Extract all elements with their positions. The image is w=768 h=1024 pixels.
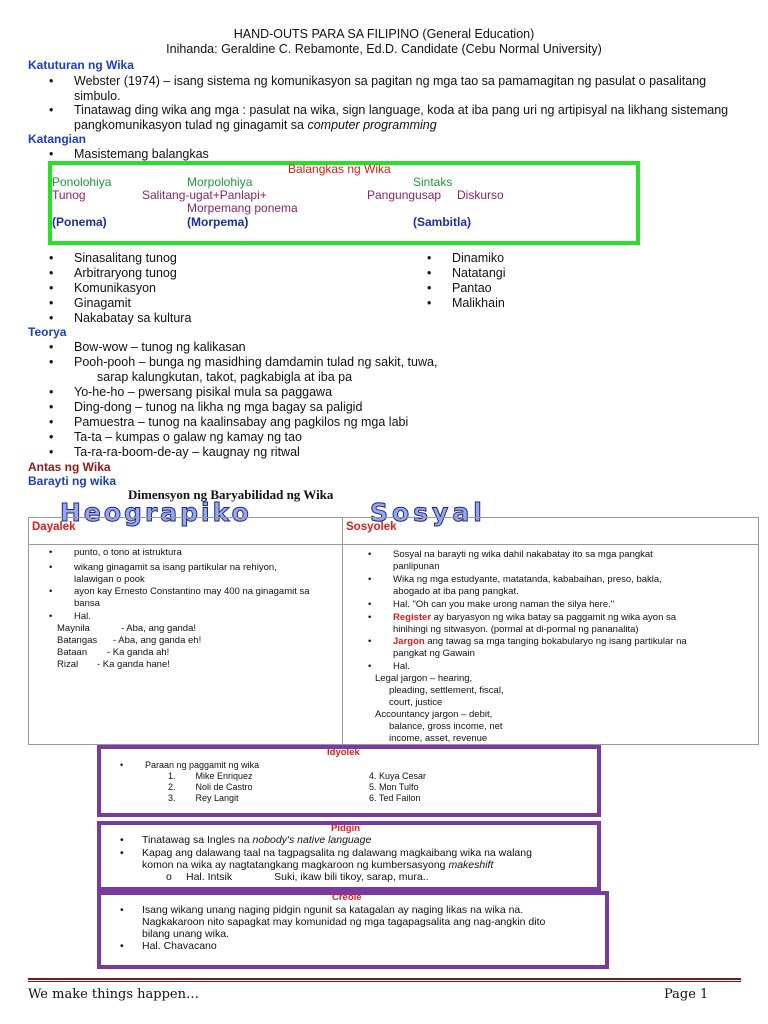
table-divider	[342, 518, 343, 744]
teorya-item: • Ding-dong – tunog na likha ng mga bagay sa paligid	[74, 400, 362, 415]
creole-item-cont: bilang unang wika.	[142, 928, 229, 940]
katangian-left-item: • Komunikasyon	[74, 281, 156, 296]
balangkas-sintaks: Sintaks	[413, 175, 453, 189]
pidgin-example: o Hal. Intsik Suki, ikaw bili tikoy, sarap, mura..	[166, 871, 429, 883]
document-title: HAND-OUTS PARA SA FILIPINO (General Education)	[233, 27, 535, 41]
teorya-item: • Pamuestra – tunog na kaalinsabay ang pagkilos ng mga labi	[74, 415, 408, 430]
sosyolek-item-cont: panlipunan	[393, 561, 440, 572]
section-teorya-heading: Teorya	[28, 325, 67, 339]
teorya-item-cont: sarap kalungkutan, takot, pagkabigla at iba pa	[97, 370, 353, 384]
teorya-item: • Ta-ra-ra-boom-de-ay – kaugnay ng ritwal	[74, 445, 300, 460]
idyolek-name: 5. Mon Tulfo	[369, 782, 419, 792]
dayalek-item-cont: lalawigan o pook	[74, 574, 145, 585]
page-number: Page 1	[664, 987, 709, 1002]
document-author: Inihanda: Geraldine C. Rebamonte, Ed.D. Candidate (Cebu Normal University)	[166, 42, 602, 56]
katangian-left-item: • Nakabatay sa kultura	[74, 311, 191, 326]
pidgin-item: • Tinatawag sa Ingles na nobody's native language	[120, 834, 372, 846]
accountancy-jargon: Accountancy jargon – debit,	[375, 709, 493, 720]
idyolek-intro: • Paraan ng paggamit ng wika	[145, 760, 259, 771]
creole-item: • Isang wikang unang naging pidgin ngunit sa katagalan ay naging likas na wika na.	[120, 904, 524, 916]
teorya-item: • Yo-he-ho – pwersang pisikal mula sa paggawa	[74, 385, 332, 400]
section-antas-heading: Antas ng Wika	[28, 460, 111, 474]
idyolek-name: 1. Mike Enriquez	[168, 771, 253, 781]
katangian-item-masistema: • Masistemang balangkas	[74, 147, 209, 162]
balangkas-title: Balangkas ng Wika	[288, 162, 391, 176]
footer-rule	[28, 978, 741, 980]
section-katuturan-heading: Katuturan ng Wika	[28, 58, 134, 72]
pidgin-title: Pidgin	[331, 823, 361, 834]
dayalek-item: • ayon kay Ernesto Constantino may 400 na ginagamit sa	[74, 586, 310, 599]
balangkas-tunog: Tunog	[52, 188, 86, 202]
sosyolek-item: • Sosyal na barayti ng wika dahil nakabatay ito sa mga pangkat	[393, 549, 653, 562]
teorya-item: • Ta-ta – kumpas o galaw ng kamay ng tao	[74, 430, 302, 445]
katuturan-item-tinatawag: • Tinatawag ding wika ang mga : pasulat na wika, sign language, koda at iba pang uri ng artipisyal na likhang sistemang	[74, 103, 728, 118]
footer-tagline: We make things happen…	[28, 987, 199, 1002]
wordart-sosyal: Sosyal	[370, 498, 486, 527]
idyolek-name: 2. Noli de Castro	[168, 782, 253, 792]
katangian-right-item: • Pantao	[452, 281, 492, 296]
dayalek-item: • punto, o tono at istruktura	[74, 547, 182, 560]
sosyolek-item-cont: pangkat ng Gawain	[393, 648, 475, 659]
sosyolek-item: • Wika ng mga estudyante, matatanda, kababaihan, preso, bakla,	[393, 574, 662, 587]
katuturan-item-webster-cont: simbulo.	[74, 89, 121, 103]
katuturan-item-tinatawag-cont: pangkomunikasyon tulad ng ginagamit sa computer programming	[74, 118, 437, 132]
katangian-left-item: • Ginagamit	[74, 296, 131, 311]
sosyolek-item: • Hal. "Oh can you make urong naman the silya here."	[393, 599, 614, 612]
wordart-heograpiko: Heograpiko	[60, 498, 252, 527]
teorya-item: • Bow-wow – tunog ng kalikasan	[74, 340, 246, 355]
sosyolek-item-cont: abogado at iba pang pangkat.	[393, 586, 519, 597]
katuturan-item-webster: • Webster (1974) – isang sistema ng komunikasyon sa pagitan ng mga tao sa pamamagitan ng pasulat o pasalitang	[74, 74, 706, 89]
table-header-divider	[29, 544, 758, 545]
dayalek-item: • wikang ginagamit sa isang partikular na rehiyon,	[74, 562, 277, 575]
balangkas-morpolohiya: Morpolohiya	[187, 175, 253, 189]
section-barayti-heading: Barayti ng wika	[28, 474, 117, 488]
pidgin-item: • Kapag ang dalawang taal na tagpagsalita ng dalawang magkaibang wika na walang	[120, 847, 532, 859]
sosyolek-register-item: • Register ay baryasyon ng wika batay sa paggamit ng wika ayon sa	[393, 612, 676, 625]
idyolek-name: 6. Ted Failon	[369, 793, 421, 803]
katangian-left-item: • Sinasalitang tunog	[74, 251, 177, 266]
balangkas-morpema: (Morpema)	[187, 215, 249, 229]
sosyolek-hal: • Hal.	[393, 661, 410, 674]
dayalek-example: Batangas - Aba, ang ganda eh!	[57, 635, 202, 646]
idyolek-name: 3. Rey Langit	[168, 793, 239, 803]
balangkas-sambitla: (Sambitla)	[413, 215, 472, 229]
balangkas-pangungusap: Pangungusap	[367, 188, 442, 202]
dayalek-example: Maynila - Aba, ang ganda!	[57, 623, 197, 634]
katangian-right-item: • Dinamiko	[452, 251, 504, 266]
accountancy-jargon: balance, gross income, net	[389, 721, 503, 732]
idyolek-name: 4. Kuya Cesar	[369, 771, 427, 781]
balangkas-morpemang-ponema: Morpemang ponema	[187, 201, 298, 215]
creole-item: • Hal. Chavacano	[120, 940, 217, 952]
balangkas-salitang-ugat: Salitang-ugat+Panlapi+	[142, 188, 267, 202]
dayalek-item: • Hal.	[74, 611, 91, 624]
creole-title: Creole	[332, 892, 362, 903]
section-katangian-heading: Katangian	[28, 132, 87, 146]
katangian-right-item: • Malikhain	[452, 296, 505, 311]
footer-rule-thin	[28, 981, 741, 982]
legal-jargon: pleading, settlement, fiscal,	[389, 685, 504, 696]
dayalek-item-cont: bansa	[74, 598, 100, 609]
sosyolek-item-cont: hinihingi ng sitwasyon. (pormal at di-pormal ng pananalita)	[393, 624, 639, 635]
balangkas-diskurso: Diskurso	[457, 188, 504, 202]
pidgin-item-cont: komon na wika ay nagtatangkang magkaroon ng kumbersasyong makeshift	[142, 859, 494, 871]
sosyolek-heading: Sosyolek	[346, 521, 397, 533]
idyolek-title: Idyolek	[327, 747, 360, 758]
teorya-item: • Pooh-pooh – bunga ng masidhing damdamin tulad ng sakit, tuwa,	[74, 355, 437, 370]
dayalek-heading: Dayalek	[32, 521, 76, 533]
sosyolek-jargon-item: • Jargon ang tawag sa mga tanging bokabularyo ng isang partikular na	[393, 636, 687, 649]
dayalek-example: Bataan - Ka ganda ah!	[57, 647, 170, 658]
creole-item-cont: Nagkakaroon nito sapagkat may komunidad ng mga tagapagsalita ang nag-angkin dito	[142, 916, 546, 928]
legal-jargon: Legal jargon – hearing,	[375, 673, 473, 684]
balangkas-ponema: (Ponema)	[52, 215, 107, 229]
katangian-right-item: • Natatangi	[452, 266, 506, 281]
dimensyon-title: Dimensyon ng Baryabilidad ng Wika	[128, 487, 334, 502]
legal-jargon: court, justice	[389, 697, 443, 708]
dayalek-example: Rizal - Ka ganda hane!	[57, 659, 170, 670]
accountancy-jargon: income, asset, revenue	[389, 733, 488, 744]
balangkas-ponolohiya: Ponolohiya	[52, 175, 112, 189]
katangian-left-item: • Arbitraryong tunog	[74, 266, 177, 281]
